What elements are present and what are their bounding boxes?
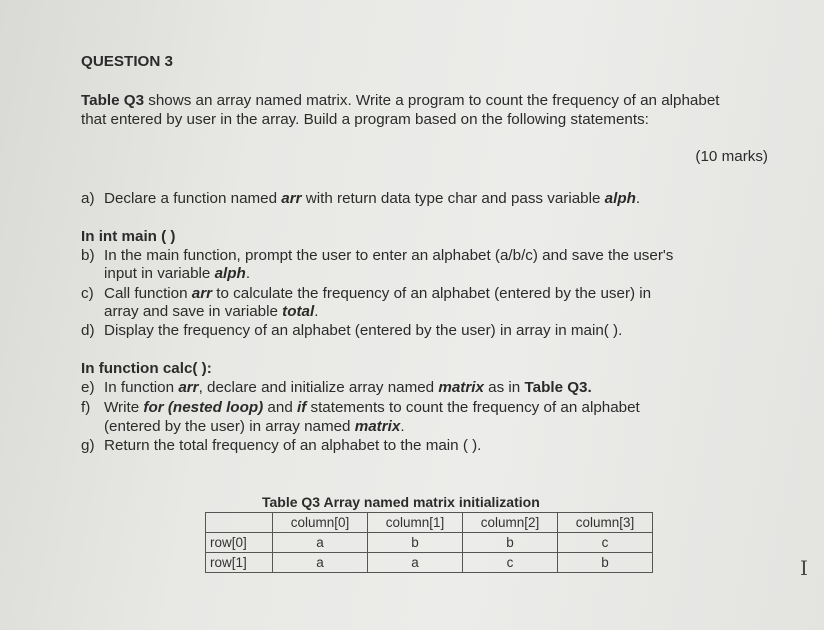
- item-label: a): [81, 190, 95, 207]
- matrix-table: [205, 512, 653, 573]
- table-ref: Table Q3: [81, 92, 145, 109]
- table-row: [206, 533, 653, 553]
- item-text: Return the total frequency of an alphabet to the main ( ).: [104, 437, 482, 454]
- item-text: Display the frequency of an alphabet (entered by the user) in array in main( ).: [104, 322, 623, 339]
- item-text: Declare a function named arr with return data type char and pass variable alph.: [104, 190, 641, 207]
- table-cell: a: [368, 553, 463, 573]
- table-title: Table Q3 Array named matrix initialization: [262, 494, 540, 510]
- table-cell: b: [368, 533, 463, 553]
- item-c-cont: array and save in variable total.: [104, 303, 319, 320]
- table-header-row: [206, 513, 653, 533]
- item-text: In the main function, prompt the user to enter an alphabet (a/b/c) and save the user's: [104, 247, 674, 264]
- table-cell: b: [558, 553, 653, 573]
- intro-line-2: that entered by user in the array. Build a program based on the following statements:: [81, 111, 649, 128]
- row-header: row[1]: [206, 553, 273, 573]
- intro-text: shows an array named matrix. Write a program to count the frequency of an alphabet: [144, 92, 720, 109]
- table-cell: a: [273, 533, 368, 553]
- column-header: column[1]: [368, 513, 463, 533]
- table-cell: c: [463, 553, 558, 573]
- text-cursor-icon: I: [800, 556, 808, 580]
- item-text: Write for (nested loop) and if statements to count the frequency of an alphabet: [104, 399, 640, 416]
- calc-heading: In function calc( ):: [81, 360, 212, 377]
- column-header: column[2]: [463, 513, 558, 533]
- item-text: In function arr, declare and initialize array named matrix as in Table Q3.: [104, 379, 592, 396]
- column-header: column[0]: [273, 513, 368, 533]
- item-b-cont: input in variable alph.: [104, 265, 251, 282]
- item-label: g): [81, 437, 95, 454]
- item-label: e): [81, 379, 95, 396]
- table-cell: a: [273, 553, 368, 573]
- item-label: c): [81, 285, 94, 302]
- question-heading: QUESTION 3: [81, 53, 173, 70]
- corner-cell: [206, 513, 273, 533]
- marks: (10 marks): [695, 148, 768, 165]
- intro-line-1: [81, 92, 720, 110]
- row-header: row[0]: [206, 533, 273, 553]
- item-label: d): [81, 322, 95, 339]
- table-row: [206, 553, 653, 573]
- table-cell: c: [558, 533, 653, 553]
- column-header: column[3]: [558, 513, 653, 533]
- item-text: Call function arr to calculate the frequency of an alphabet (entered by the user) in: [104, 285, 652, 302]
- item-f-cont: (entered by the user) in array named matrix.: [104, 418, 405, 435]
- main-heading: In int main ( ): [81, 228, 176, 245]
- table-cell: b: [463, 533, 558, 553]
- item-label: f): [81, 399, 91, 416]
- item-label: b): [81, 247, 95, 264]
